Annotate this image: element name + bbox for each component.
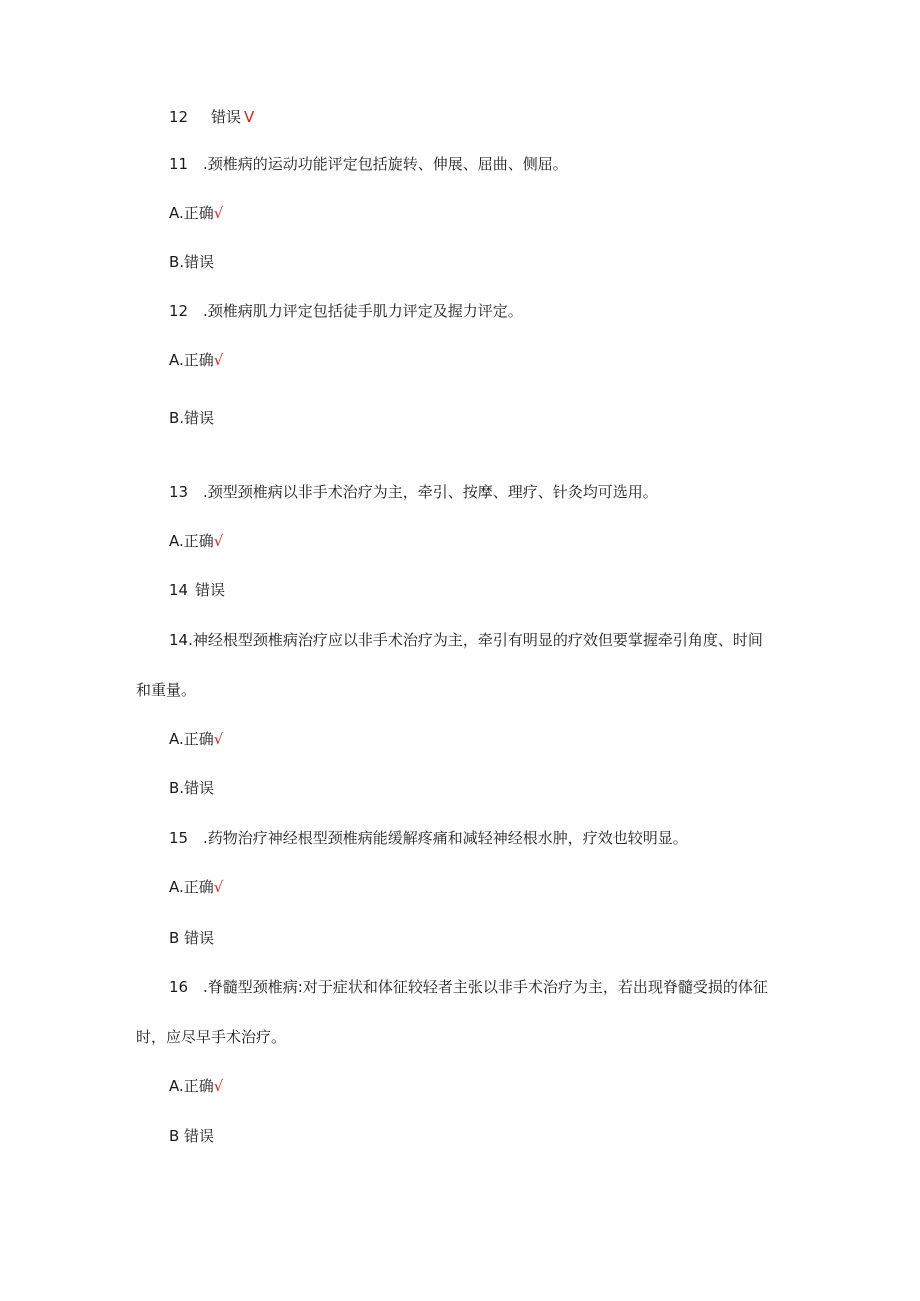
correct-mark: √ <box>213 1077 224 1095</box>
item-number: 14 <box>169 581 189 599</box>
option-b <box>169 928 214 948</box>
option-text: A.正确 <box>169 878 214 896</box>
question-text: .颈椎病的运动功能评定包括旋转、伸展、屈曲、侧屈。 <box>203 155 568 173</box>
question-text: .颈型颈椎病以非手术治疗为主，牵引、按摩、理疗、针灸均可选用。 <box>203 483 658 501</box>
question-number: 15 <box>169 829 189 847</box>
item-number: 12 <box>169 108 189 126</box>
option-a <box>169 350 223 370</box>
correct-mark: √ <box>213 351 224 369</box>
option-text: B 错误 <box>169 929 215 947</box>
correct-mark: √ <box>213 878 224 896</box>
question-text: .脊髓型颈椎病:对于症状和体征较轻者主张以非手术治疗为主，若出现脊髓受损的体征 <box>203 978 768 996</box>
answer-text: 错误 <box>211 108 242 126</box>
question-11 <box>169 154 568 174</box>
answer-line-12 <box>169 107 254 127</box>
question-14-continued <box>136 680 196 700</box>
question-15 <box>169 828 688 848</box>
question-text: 14.神经根型颈椎病治疗应以非手术治疗为主，牵引有明显的疗效但要掌握牵引角度、时间 <box>169 631 763 649</box>
question-number: 12 <box>169 302 189 320</box>
question-text-cont: 时，应尽早手术治疗。 <box>136 1028 287 1046</box>
question-number: 16 <box>169 978 189 996</box>
option-text: B 错误 <box>169 1127 215 1145</box>
option-text: A.正确 <box>169 204 214 222</box>
option-text: A.正确 <box>169 1077 214 1095</box>
option-text: A.正确 <box>169 351 214 369</box>
question-text: .颈椎病肌力评定包括徒手肌力评定及握力评定。 <box>203 302 523 320</box>
correct-mark: √ <box>213 730 224 748</box>
question-13 <box>169 482 658 502</box>
option-a <box>169 877 223 897</box>
question-16 <box>169 977 768 997</box>
option-a <box>169 531 223 551</box>
question-12 <box>169 301 523 321</box>
option-text: B.错误 <box>169 779 215 797</box>
option-a <box>169 203 223 223</box>
option-text: B.错误 <box>169 409 215 427</box>
answer-text: 错误 <box>195 581 226 599</box>
question-text-cont: 和重量。 <box>136 681 197 699</box>
option-b <box>169 778 214 798</box>
answer-line-14 <box>169 580 225 600</box>
correct-mark: V <box>244 108 255 126</box>
correct-mark: √ <box>213 532 224 550</box>
question-16-continued <box>136 1027 286 1047</box>
correct-mark: √ <box>213 204 224 222</box>
option-text: A.正确 <box>169 532 214 550</box>
question-14 <box>169 630 763 650</box>
option-b <box>169 252 214 272</box>
question-number: 13 <box>169 483 189 501</box>
option-b <box>169 1126 214 1146</box>
option-text: B.错误 <box>169 253 215 271</box>
option-b <box>169 408 214 428</box>
option-a <box>169 1076 223 1096</box>
question-number: 11 <box>169 155 189 173</box>
option-text: A.正确 <box>169 730 214 748</box>
option-a <box>169 729 223 749</box>
question-text: .药物治疗神经根型颈椎病能缓解疼痛和减轻神经根水肿，疗效也较明显。 <box>203 829 688 847</box>
